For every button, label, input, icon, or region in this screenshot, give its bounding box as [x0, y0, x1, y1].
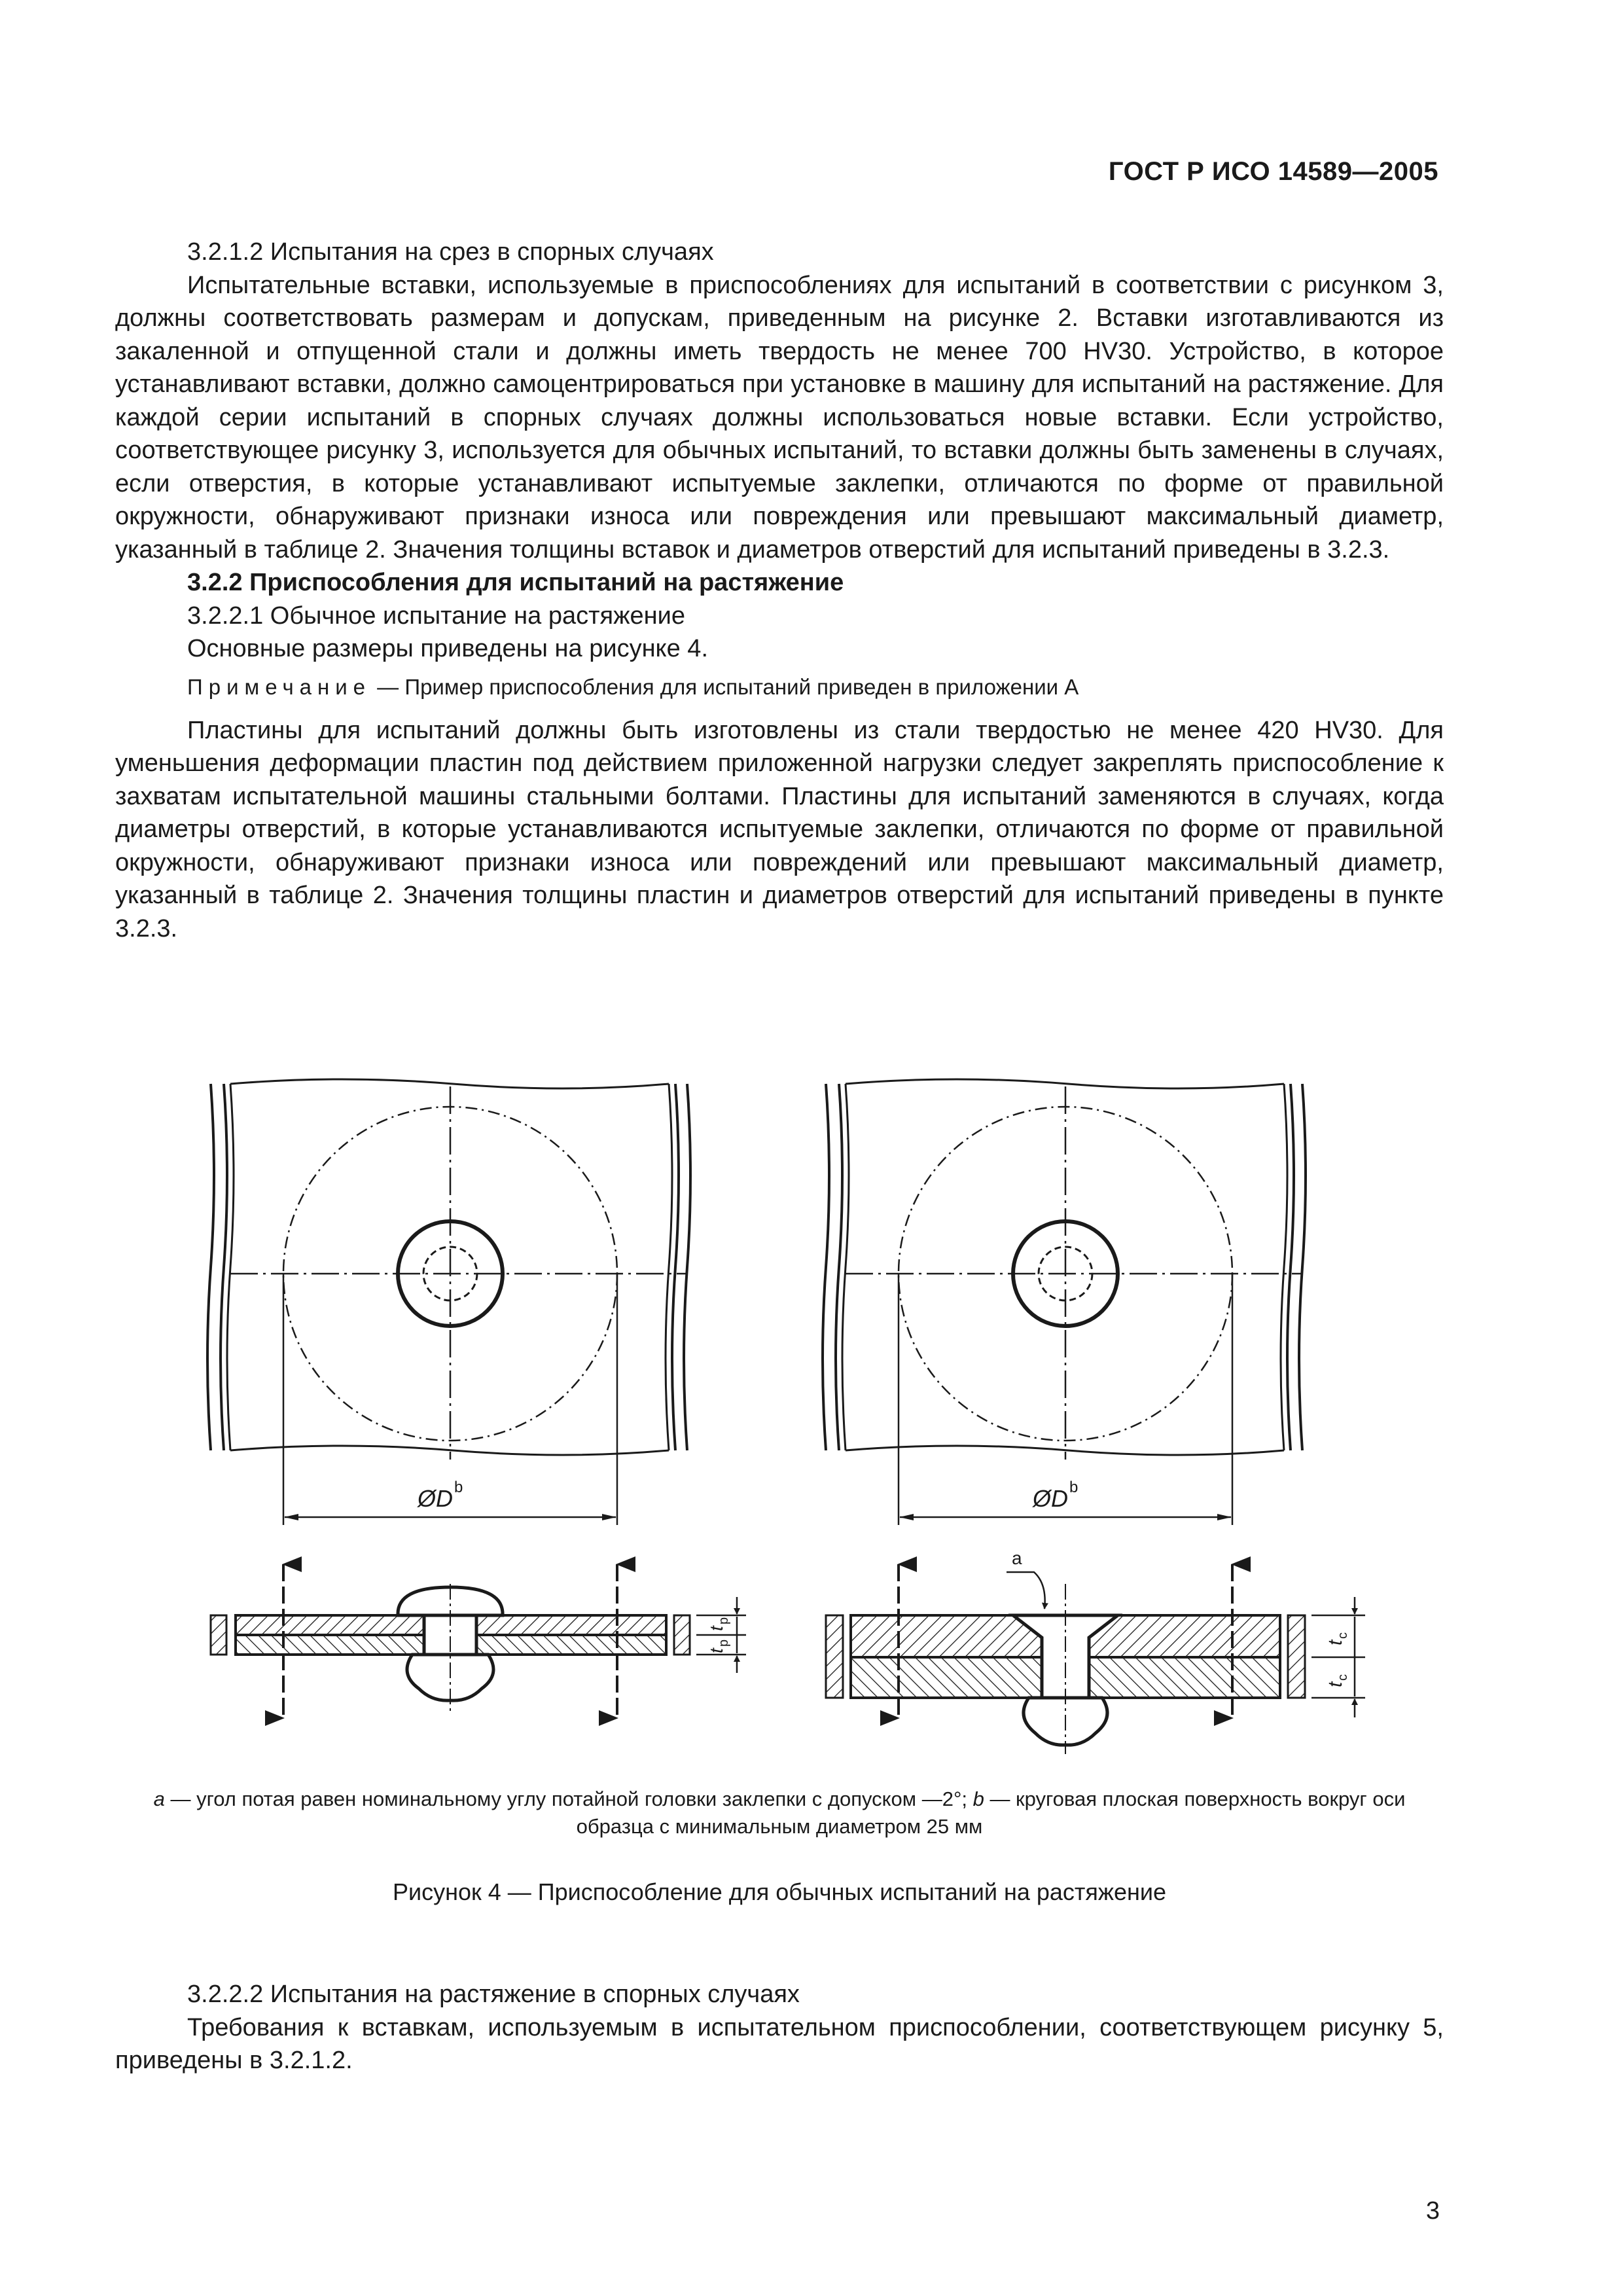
tp-lower-symbol: t [706, 1648, 726, 1653]
section-3-2-2-2-title: 3.2.2.2 Испытания на растяжение в спорных случаях [187, 1981, 800, 2008]
legend-b-symbol: b [972, 1787, 984, 1810]
tc-upper-subscript: c [1336, 1632, 1350, 1639]
section-3-2-2-heading [115, 566, 1444, 600]
callout-a-label: a [1012, 1548, 1022, 1568]
legend-a-symbol: a [153, 1787, 165, 1810]
section-3-2-2-title: Приспособления для испытаний на растяжение [249, 569, 844, 596]
right-dim-sup: b [1069, 1479, 1079, 1496]
figure-legend [115, 1785, 1444, 1840]
section-3-2-2-2-body: Требования к вставкам, используемым в испытательном приспособлении, соответствующем рисунку 5, приведены в 3.2.1.2. [115, 2013, 1444, 2074]
tc-upper-symbol: t [1325, 1640, 1346, 1645]
upper-text [115, 236, 1444, 945]
right-section-view [826, 1564, 1365, 1754]
left-plan-view [207, 1079, 690, 1525]
legend-a-text: — угол потая равен номинальному углу потайной головки заклепки с допуском —2°; [164, 1787, 973, 1810]
section-3-2-2-number: 3.2.2 [187, 569, 243, 596]
tc-lower-symbol: t [1325, 1681, 1346, 1687]
figure-caption: Рисунок 4 — Приспособление для обычных испытаний на растяжение [392, 1878, 1167, 1905]
right-tc-labels [1325, 1632, 1350, 1687]
tc-lower-subscript: c [1336, 1674, 1350, 1681]
tp-upper-symbol: t [706, 1626, 726, 1631]
left-dim-sup: b [454, 1479, 463, 1496]
note-text: — Пример приспособления для испытаний приведен в приложении А [371, 674, 1079, 699]
note-label: Примечание [187, 674, 372, 699]
right-dim-label: ØD [1033, 1485, 1068, 1512]
left-section-view [211, 1564, 746, 1718]
tp-lower-subscript: p [717, 1639, 731, 1647]
right-plan-view [823, 1079, 1306, 1525]
standard-designation: ГОСТ Р ИСО 14589—2005 [1108, 157, 1438, 186]
lower-text [115, 1978, 1444, 2077]
section-3-2-2-1-title: 3.2.2.1 Обычное испытание на растяжение [187, 601, 685, 630]
left-dim-label: ØD [418, 1485, 453, 1512]
note [115, 672, 1444, 702]
section-3-2-1-2-title: 3.2.1.2 Испытания на срез в спорных случаях [187, 238, 714, 266]
figure-4-drawing [0, 1041, 1623, 1767]
page-number: 3 [1425, 2197, 1440, 2225]
section-3-2-2-1-intro: Основные размеры приведены на рисунке 4. [187, 635, 708, 662]
legend-b-text: — круговая плоская поверхность вокруг оси образца с минимальным диаметром 25 мм [576, 1787, 1406, 1838]
section-3-2-2-1-body: Пластины для испытаний должны быть изготовлены из стали твердостью не менее 420 HV30. Для уменьшения деформации пластин под действием приложенной нагрузки следует закреплять приспособление к захватам испытательной машины стальными болтами. Пластины для испытаний заменяются в случаях, когда диаметры отверстий, в которые устанавливаются испытуемые заклепки, отличаются по форме от правильной окружности, обнаруживают признаки износа или повреждений или превышают максимальный диаметр, указанный в таблице 2. Значения толщины пластин и диаметров отверстий для испытаний приведены в пункте 3.2.3. [115, 716, 1444, 942]
tp-upper-subscript: p [717, 1617, 731, 1624]
section-3-2-1-2-body: Испытательные вставки, используемые в приспособлениях для испытаний в соответствии с рисунком 3, должны соответствовать размерам и допускам, приведенным на рисунке 2. Вставки изготавливаются из закаленной и отпущенной стали и должны иметь твердость не менее 700 HV30. Устройство, в которое устанавливают вставки, должно самоцентрироваться при установке в машину для испытаний на растяжение. Для каждой серии испытаний в спорных случаях должны использоваться новые вставки. Если устройство, соответствующее рисунку 3, используется для обычных испытаний, то вставки должны быть заменены в случаях, если отверстия, в которые устанавливают испытуемые заклепки, отличаются по форме от правильной окружности, обнаруживают признаки износа или повреждения или превышают максимальный диаметр, указанный в таблице 2. Значения толщины вставок и диаметров отверстий для испытаний приведены в 3.2.3. [115, 271, 1444, 564]
